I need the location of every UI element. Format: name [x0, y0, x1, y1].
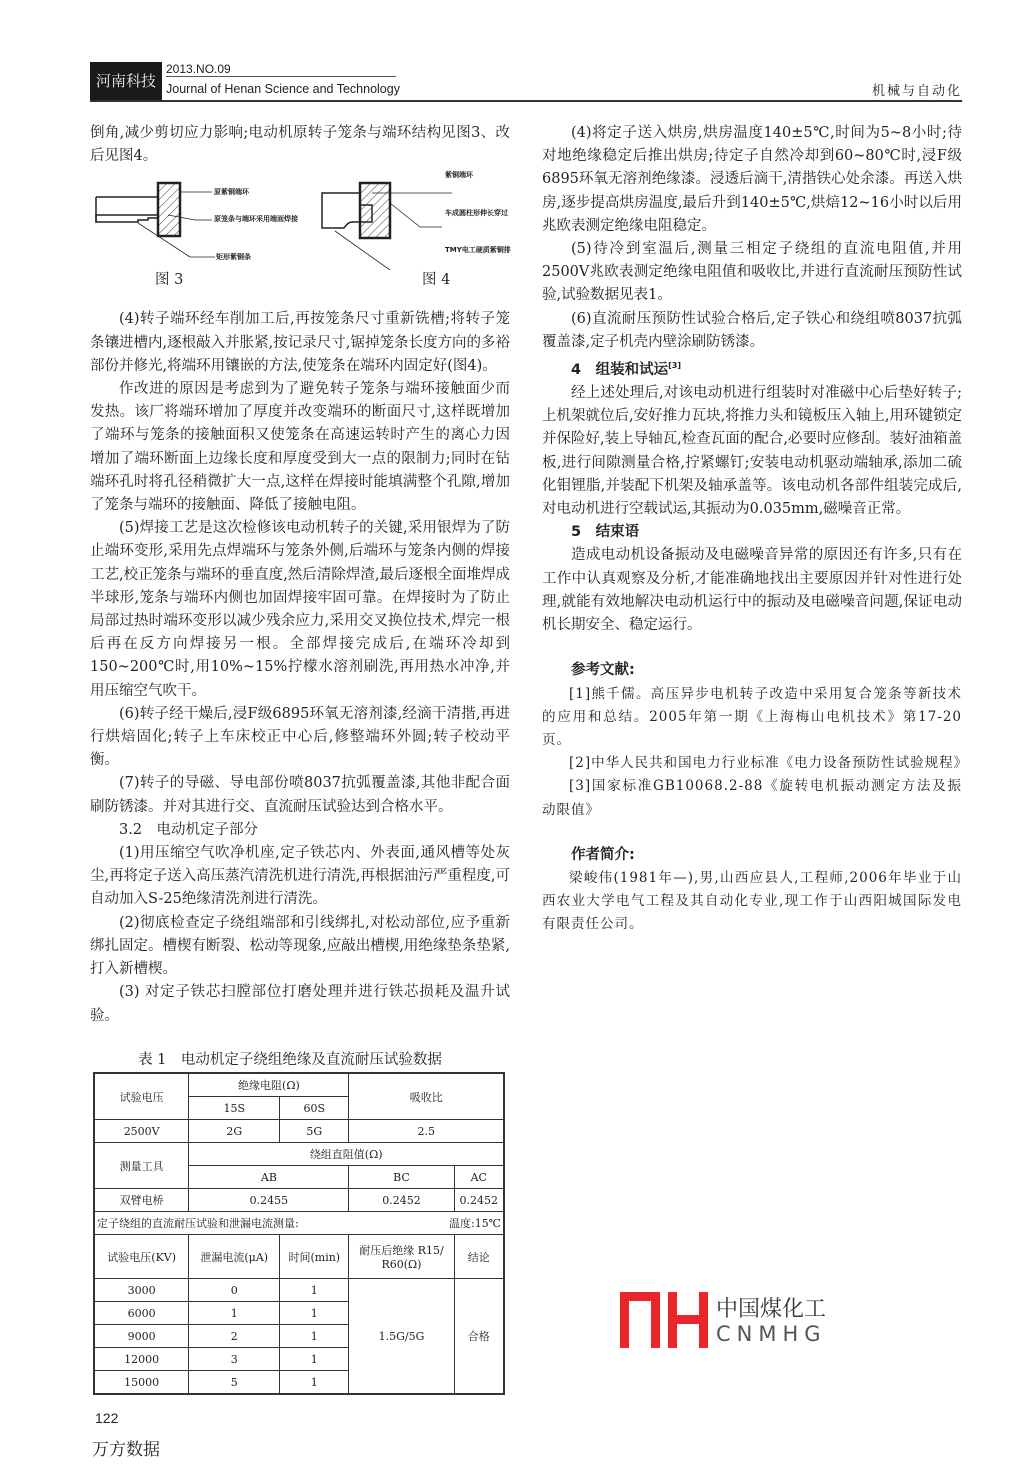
table-header: 结论 — [454, 1235, 504, 1279]
figure-4-caption: 图 4 — [422, 272, 451, 288]
table-header: 15S — [189, 1097, 280, 1120]
paragraph: 作改进的原因是考虑到为了避免转子笼条与端环接触面少而发热。该厂将端环增加了厚度并改变端环的断面尺寸,这样既增加了端环与笼条的接触面积又使笼条在高速运转时产生的离心力因增加了端环断面上边缘长度和厚度受到大一点的限制力;同时在钻端环孔时将孔径稍微扩大一点,这样在焊接时能填满整个孔隙,增加了笼条与端环的接触面、降低了接触电阻。 — [90, 381, 510, 514]
author-heading: 作者简介: — [571, 846, 635, 863]
figure-label: TMY电工硬质紫铜排 — [445, 246, 511, 254]
table-header: 试验电压(KV) — [94, 1235, 189, 1279]
references — [542, 683, 969, 822]
author-bio: 梁峻伟(1981年—),男,山西应县人,工程师,2006年毕业于山西农业大学电气工程及其自动化专业,现工作于山西阳城国际发电有限责任公司。 — [542, 869, 962, 933]
table-cell: 2.5 — [349, 1120, 504, 1143]
table-header: 绝缘电阻(Ω) — [189, 1073, 349, 1097]
table-header: 测量工具 — [94, 1143, 189, 1189]
references-heading: 参考文献: — [571, 662, 635, 679]
figure-label: 矩形紫铜条 — [216, 253, 251, 261]
paragraph: (3) 对定子铁芯扫膛部位打磨处理并进行铁芯损耗及温升试验。 — [90, 984, 510, 1024]
table-cell: 0.2455 — [189, 1189, 349, 1212]
issue-number: 2013.NO.09 — [166, 62, 396, 77]
paragraph: (7)转子的导磁、导电部份喷8037抗弧覆盖漆,其他非配合面刷防锈漆。并对其进行交、直流耐压试验达到合格水平。 — [90, 775, 510, 815]
table-header: BC — [349, 1166, 454, 1189]
table-subtitle: 定子绕组的直流耐压试验和泄漏电流测量: — [97, 1217, 299, 1230]
reference: [2]中华人民共和国电力行业标准《电力设备预防性试验规程》 — [569, 755, 969, 772]
section-title: 机械与自动化 — [871, 84, 962, 99]
figure-label: 原紫铜端环 — [214, 188, 249, 196]
table-cell: 5G — [280, 1120, 349, 1143]
table-cell: 3 — [189, 1348, 280, 1371]
paragraph: 造成电动机设备振动及电磁噪音异常的原因还有许多,只有在工作中认真观察及分析,才能准确地找出主要原因并针对性进行处理,就能有效地解决电动机运行中的振动及电磁噪音问题,保证电动机长期安全、稳定运行。 — [542, 547, 962, 634]
paragraph: (5)焊接工艺是这次检修该电动机转子的关键,采用银焊为了防止端环变形,采用先点焊端环与笼条外侧,后端环与笼条内侧的焊接工艺,校正笼条与端环的垂直度,然后清除焊渣,最后逐根全面堆焊成半球形,笼条与端环内侧也加固焊接牢固可靠。在焊接时为了防止局部过热时端环变形以减少残余应力,采用交叉换位技术,焊完一根后再在反方向焊接另一根。全部焊接完成后,在端环冷却到150~200℃时,用10%~15%拧檬水溶剂刷洗,再用热水冲净,并用压缩空气吹干。 — [90, 520, 510, 699]
paragraph: (2)彻底检查定子绕组端部和引线绑扎,对松动部位,应予重新绑扎固定。槽楔有断裂、松动等现象,应敲出槽楔,用绝缘垫条垫紧,打入新槽楔。 — [90, 914, 510, 978]
heading-text: 4 组装和试运 — [571, 361, 669, 378]
table-header: AC — [454, 1166, 504, 1189]
table-cell: 1 — [280, 1279, 349, 1302]
table-cell: 1 — [280, 1371, 349, 1395]
table-cell: 双臂电桥 — [94, 1189, 189, 1212]
citation: [3] — [668, 361, 681, 371]
figure-label: 紫铜端环 — [445, 171, 473, 179]
table-header: 耐压后绝缘 R15/ R60(Ω) — [349, 1235, 454, 1279]
paragraph: (4)转子端环经车削加工后,再按笼条尺寸重新铣槽;将转子笼条镶进槽内,逐根敲入并胀紧,按记录尺寸,锯掉笼条长度方向的多裕部份并修光,将端环用镶嵌的方法,使笼条在端环内固定好(图4)。 — [90, 311, 510, 374]
table-cell: 0.2452 — [349, 1189, 454, 1212]
paragraph: 倒角,减少剪切应力影响;电动机原转子笼条与端环结构见图3、改后见图4。 — [90, 125, 510, 165]
table-subtitle-row — [94, 1212, 504, 1235]
table-header: 绕组直阻值(Ω) — [189, 1143, 504, 1166]
section-heading: 5 结束语 — [571, 524, 640, 541]
table-cell: 1 — [280, 1348, 349, 1371]
table-cell: 2 — [189, 1325, 280, 1348]
table-cell: 2G — [189, 1120, 280, 1143]
table-header: 泄漏电流(μA) — [189, 1235, 280, 1279]
table-cell: 12000 — [94, 1348, 189, 1371]
figure-3-drawing — [96, 183, 215, 257]
figure-3-caption: 图 3 — [155, 272, 184, 288]
table-cell: 1 — [280, 1325, 349, 1348]
cnmhg-logo-icon — [620, 1290, 712, 1350]
reference: [1]熊千儒。高压异步电机转子改造中采用复合笼条等新技术的应用和总结。2005年第一期《上海梅山电机技术》第17-20页。 — [542, 685, 962, 748]
header-divider — [90, 100, 962, 102]
right-column — [542, 122, 969, 937]
table-cell: 2500V — [94, 1120, 189, 1143]
table-header: AB — [189, 1166, 349, 1189]
source-watermark: 万方数据 — [92, 1440, 160, 1460]
table-cell: 0.2452 — [454, 1189, 504, 1212]
figure-label: 车成圆柱形伸长穿过 — [445, 209, 508, 217]
paragraph: 经上述处理后,对该电动机进行组装时对准磁中心后垫好转子;上机架就位后,安好推力瓦块,将推力头和镜板压入轴上,用环键锁定并保险好,装上导轴瓦,检查瓦面的配合,必要时应修刮。装好油箱盖板,进行间隙测量合格,拧紧螺钉;安装电动机驱动端轴承,添加二硫化钼锂脂,并装配下机架及轴承盖等。该电动机各部件组装完成后,对电动机进行空载试运,其振动为0.035mm,磁噪音正常。 — [542, 385, 962, 518]
table-cell: 0 — [189, 1279, 280, 1302]
figure-4-drawing — [322, 183, 452, 270]
figure-label: 原笼条与端环采用端面焊接 — [214, 215, 298, 223]
table-cell: 9000 — [94, 1325, 189, 1348]
journal-logo: 河南科技 — [90, 62, 162, 100]
table-cell: 6000 — [94, 1302, 189, 1325]
table-header: 吸收比 — [349, 1073, 504, 1120]
reference: [3]国家标准GB10068.2-88《旋转电机振动测定方法及振动限值》 — [542, 778, 962, 818]
table-cell: 5 — [189, 1371, 280, 1395]
logo-text-cn: 中国煤化工 — [716, 1297, 827, 1322]
paragraph: (6)直流耐压预防性试验合格后,定子铁心和绕组喷8037抗弧覆盖漆,定子机壳内壁涂刷防锈漆。 — [542, 310, 962, 350]
journal-name: Journal of Henan Science and Technology — [166, 82, 400, 96]
table-cell: 3000 — [94, 1279, 189, 1302]
logo-text-en: CNMHG — [716, 1322, 827, 1346]
table-cell: 1 — [280, 1302, 349, 1325]
temperature: 温度:15℃ — [448, 1217, 501, 1230]
table-caption: 表 1 电动机定子绕组绝缘及直流耐压试验数据 — [138, 1052, 442, 1068]
table-header: 试验电压 — [94, 1073, 189, 1120]
table-row — [94, 1279, 504, 1302]
paragraph: (4)将定子送入烘房,烘房温度140±5℃,时间为5~8小时;待对地绝缘稳定后推出烘房;待定子自然冷却到60~80℃时,浸F级6895环氧无溶剂绝缘漆。浸透后滴干,清揩铁心处余漆。再送入烘房,逐步提高烘房温度,最后升到140±5℃,烘焙12~16小时以后用兆欧表测定绝缘电阻稳定。 — [542, 125, 962, 234]
paragraph: (5)待冷到室温后,测量三相定子绕组的直流电阻值,并用2500V兆欧表测定绝缘电阻值和吸收比,并进行直流耐压预防性试验,试验数据见表1。 — [542, 241, 962, 304]
paragraph: (1)用压缩空气吹净机座,定子铁芯内、外表面,通风槽等处灰尘,再将定子送入高压蒸汽清洗机进行清洗,再根据油污严重程度,可自动加入S-25绝缘清洗剂进行清洗。 — [90, 845, 510, 908]
table-cell: 合格 — [454, 1279, 504, 1395]
figure-3-4-diagrams — [90, 175, 510, 270]
section-heading — [542, 354, 962, 382]
table-cell: 15000 — [94, 1371, 189, 1395]
test-data-table — [93, 1072, 505, 1395]
subsection-heading: 3.2 电动机定子部分 — [119, 821, 259, 838]
table-header: 60S — [280, 1097, 349, 1120]
table-cell: 1 — [189, 1302, 280, 1325]
table-cell: 1.5G/5G — [349, 1279, 454, 1395]
table-header: 时间(min) — [280, 1235, 349, 1279]
paragraph: (6)转子经干燥后,浸F级6895环氧无溶剂漆,经滴干清揩,再进行烘焙固化;转子上车床校正中心后,修整端环外圆;转子校动平衡。 — [90, 705, 510, 769]
page-number: 122 — [95, 1410, 119, 1426]
